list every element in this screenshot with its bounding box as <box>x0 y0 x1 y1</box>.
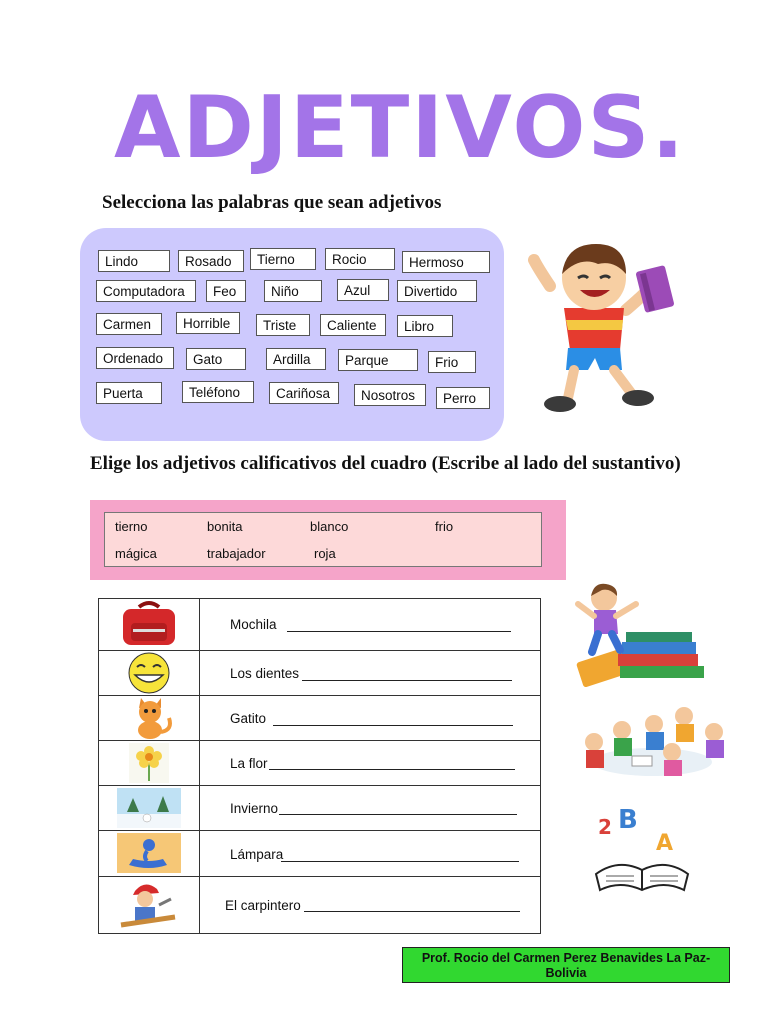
options-box <box>104 512 542 567</box>
genie-lamp-icon <box>99 831 200 876</box>
noun-label: Mochila <box>230 617 277 632</box>
word-option[interactable]: Triste <box>256 314 310 336</box>
answer-line[interactable] <box>304 911 520 912</box>
winter-icon <box>99 786 200 830</box>
word-option[interactable]: Horrible <box>176 312 240 334</box>
svg-text:A: A <box>656 831 674 856</box>
word-option[interactable]: Nosotros <box>354 384 426 406</box>
option-word: tierno <box>115 519 148 534</box>
word-option[interactable]: Lindo <box>98 250 170 272</box>
answer-table <box>98 598 541 934</box>
option-word: mágica <box>115 546 157 561</box>
kitten-icon <box>99 696 200 740</box>
answer-line[interactable] <box>279 814 517 815</box>
table-row <box>99 740 540 785</box>
author-credit: Prof. Rocio del Carmen Perez Benavides La Paz- Bolivia <box>402 947 730 983</box>
carpenter-icon <box>99 877 200 934</box>
word-option[interactable]: Frio <box>428 351 476 373</box>
word-option[interactable]: Rosado <box>178 250 244 272</box>
table-row <box>99 785 540 830</box>
boy-reading-illustration <box>528 238 688 418</box>
kids-reading-illustration <box>572 702 732 782</box>
answer-line[interactable] <box>302 680 512 681</box>
smiley-icon <box>99 651 200 695</box>
word-option[interactable]: Computadora <box>96 280 196 302</box>
table-row <box>99 599 540 650</box>
kid-on-books-illustration <box>572 578 708 694</box>
noun-label: Invierno <box>230 801 279 816</box>
word-option[interactable]: Gato <box>186 348 246 370</box>
answer-line[interactable] <box>269 769 515 770</box>
page-title: ADJETIVOS. <box>113 78 687 178</box>
table-row <box>99 650 540 695</box>
word-option[interactable]: Teléfono <box>182 381 254 403</box>
word-panel <box>80 228 504 441</box>
option-word: bonita <box>207 519 243 534</box>
noun-label: Gatito <box>230 711 267 726</box>
word-option[interactable]: Puerta <box>96 382 162 404</box>
answer-line[interactable] <box>273 725 513 726</box>
svg-text:B: B <box>618 805 638 835</box>
word-option[interactable]: Divertido <box>397 280 477 302</box>
answer-line[interactable] <box>287 631 511 632</box>
word-option[interactable]: Libro <box>397 315 453 337</box>
word-option[interactable]: Azul <box>337 279 389 301</box>
table-row <box>99 830 540 876</box>
word-option[interactable]: Ordenado <box>96 347 174 369</box>
noun-label: Lámpara <box>230 847 284 862</box>
table-row <box>99 876 540 934</box>
word-option[interactable]: Niño <box>264 280 322 302</box>
instruction-choose-adjectives: Elige los adjetivos calificativos del cuadro (Escribe al lado del sustantivo) <box>90 453 681 474</box>
word-option[interactable]: Feo <box>206 280 246 302</box>
word-option[interactable]: Tierno <box>250 248 316 270</box>
option-word: trabajador <box>207 546 266 561</box>
open-book-letters-illustration <box>590 804 694 900</box>
word-option[interactable]: Ardilla <box>266 348 326 370</box>
answer-line[interactable] <box>281 861 519 862</box>
word-option[interactable]: Hermoso <box>402 251 490 273</box>
option-word: roja <box>314 546 336 561</box>
table-row <box>99 695 540 740</box>
backpack-icon <box>99 599 200 650</box>
svg-text:2: 2 <box>598 815 612 839</box>
word-option[interactable]: Perro <box>436 387 490 409</box>
word-option[interactable]: Carmen <box>96 313 162 335</box>
flower-icon <box>99 741 200 785</box>
option-word: frio <box>435 519 454 534</box>
noun-label: El carpintero <box>225 898 301 913</box>
noun-label: Los dientes <box>230 666 300 681</box>
noun-label: La flor <box>230 756 268 771</box>
word-option[interactable]: Rocio <box>325 248 395 270</box>
word-option[interactable]: Parque <box>338 349 418 371</box>
option-word: blanco <box>310 519 349 534</box>
instruction-select-adjectives: Selecciona las palabras que sean adjetivos <box>102 192 442 213</box>
word-option[interactable]: Cariñosa <box>269 382 339 404</box>
word-option[interactable]: Caliente <box>320 314 386 336</box>
